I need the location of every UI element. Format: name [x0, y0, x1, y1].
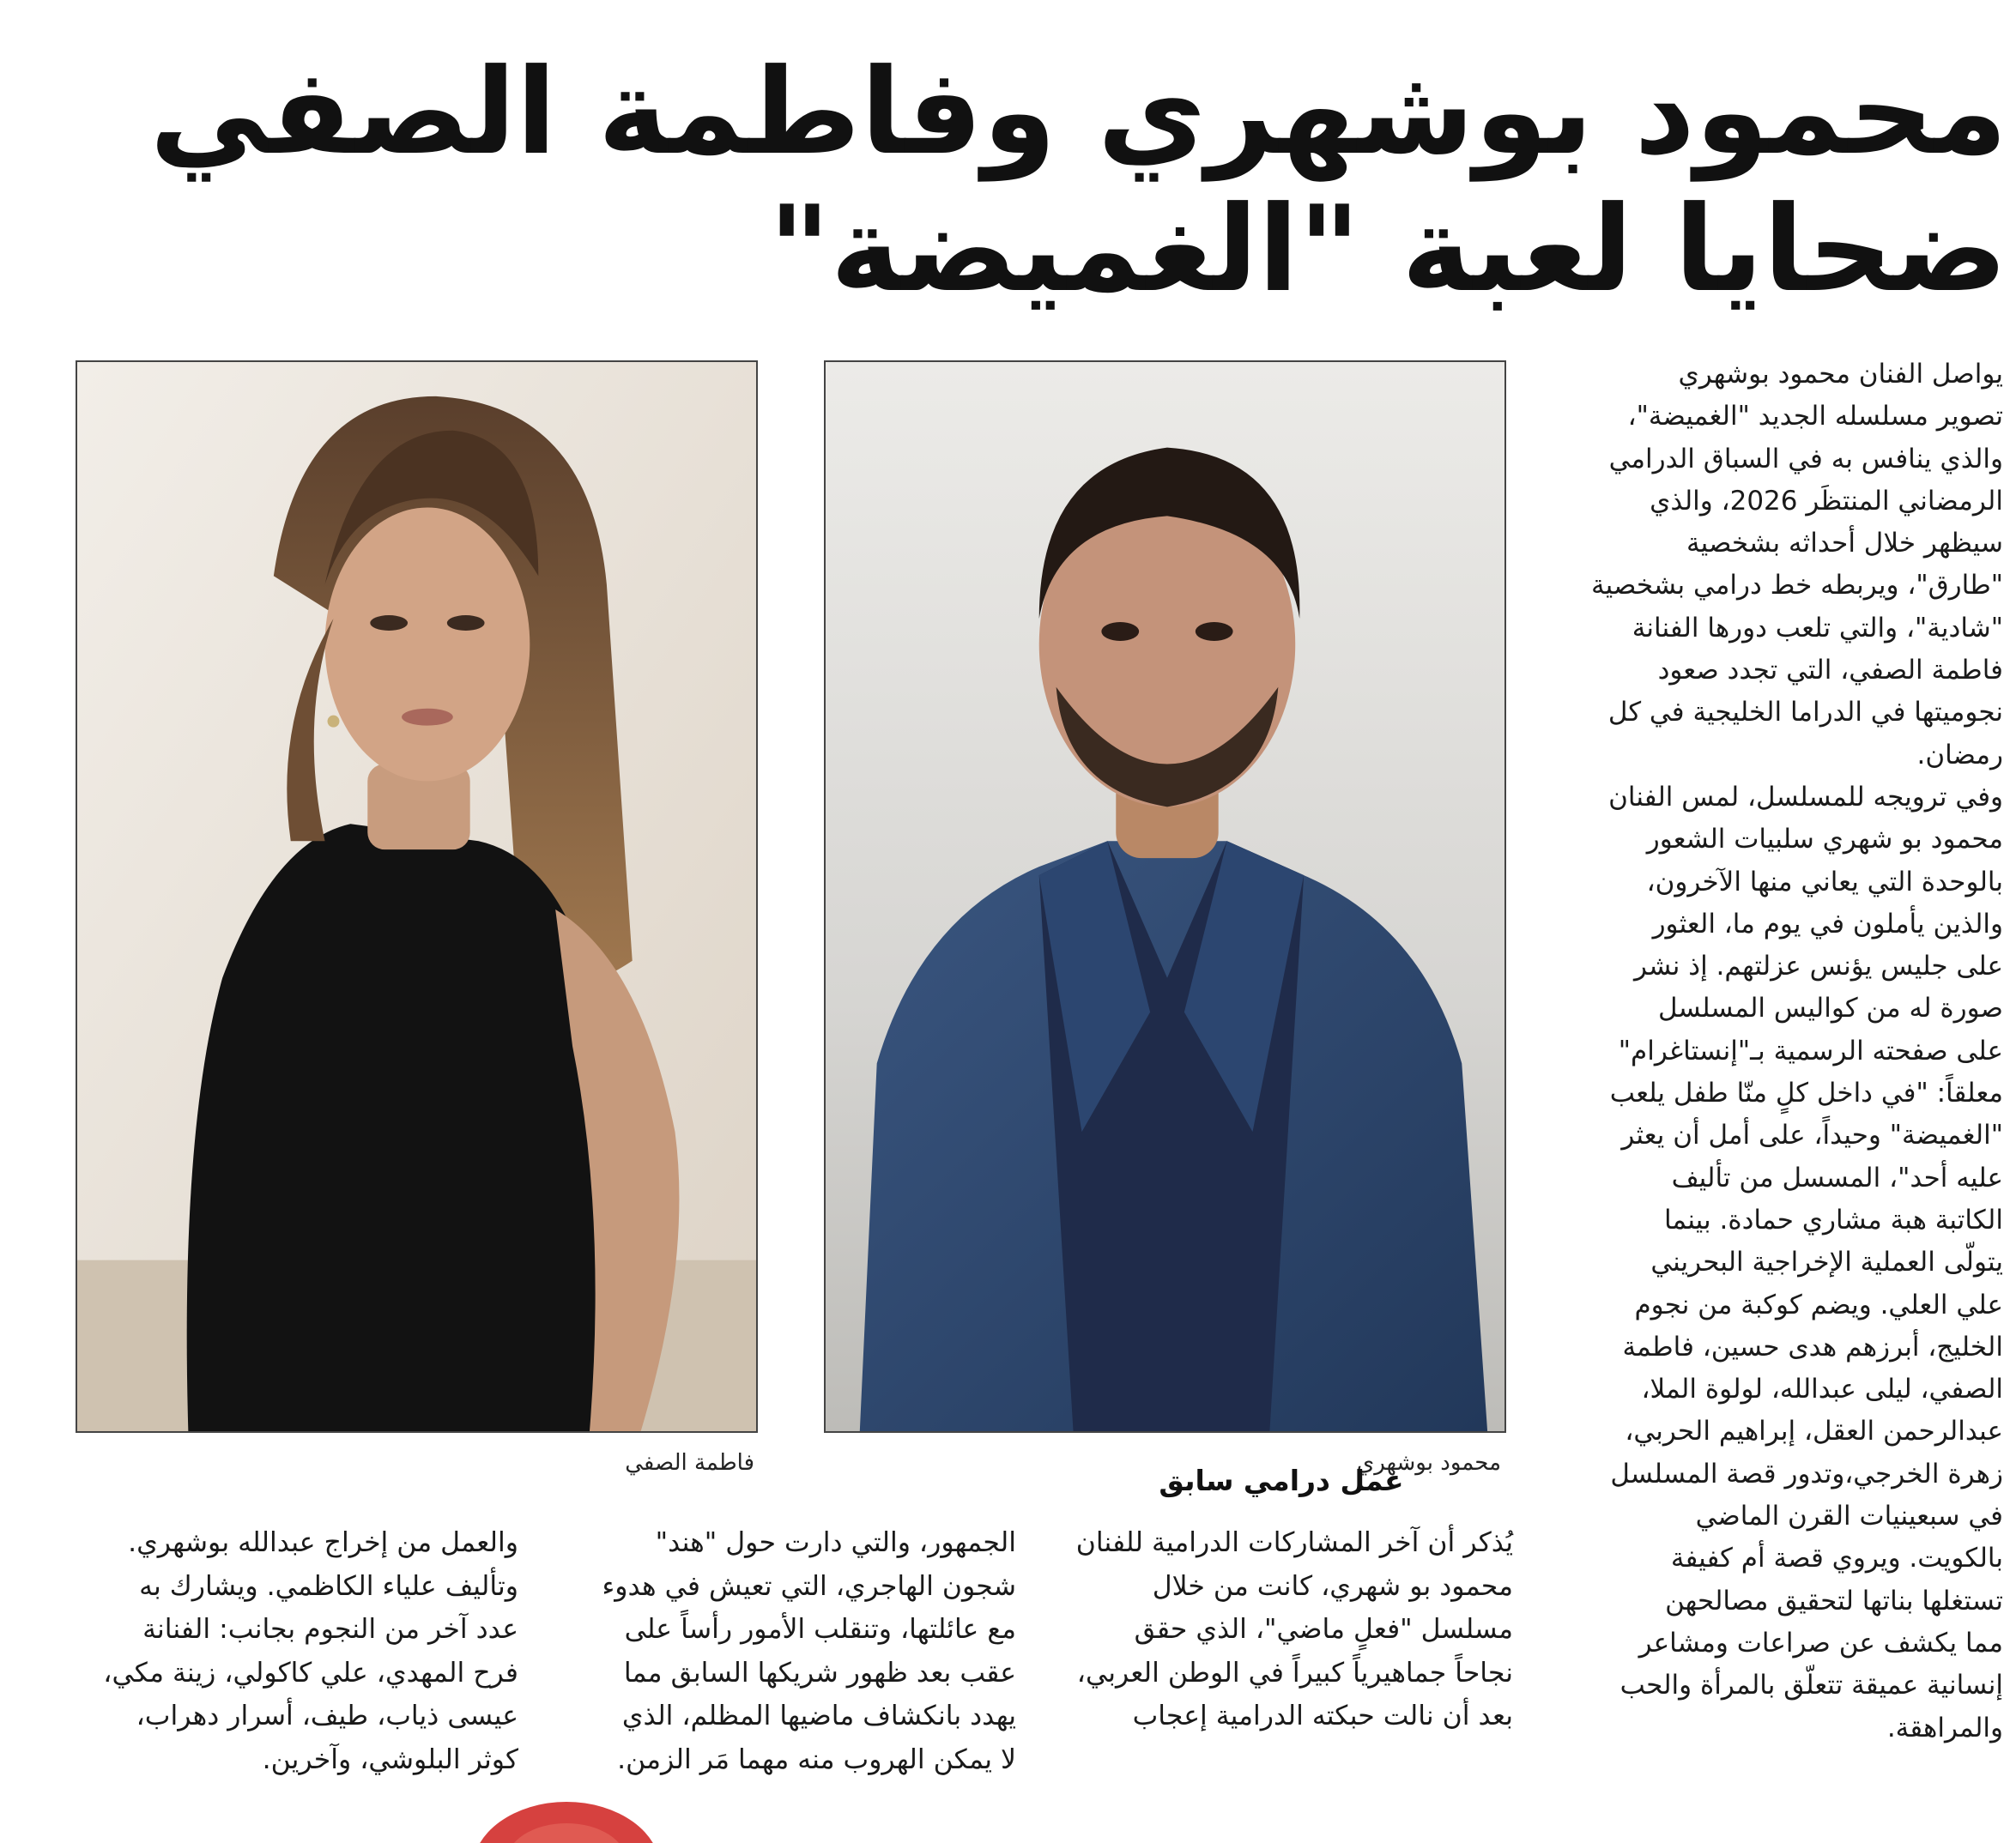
photo-caption-woman: فاطمة الصفي	[625, 1450, 754, 1476]
photo-caption-man: محمود بوشهري	[1356, 1450, 1501, 1476]
headline-line-2: ضحايا لعبة "الغميضة"	[768, 180, 2007, 318]
article-bottom-column-3: والعمل من إخراج عبدالله بوشهري. وتأليف علياء الكاظمي. ويشارك به عدد آخر من النجوم بجانب: الفنانة فرح المهدي، علي كاكولي، زينة مكي، عيسى ذياب، طيف، أسرار دهراب، كوثر البلوشي، وآخرين.	[103, 1527, 518, 1775]
portrait-woman-illustration	[77, 362, 756, 1431]
portrait-man-illustration	[826, 362, 1504, 1431]
headline-line-1: محمود بوشهري وفاطمة الصفي	[149, 43, 2007, 181]
photo-fatima-alsafi	[76, 360, 758, 1433]
section-subheading: عمل درامي سابق	[1159, 1464, 1404, 1497]
article-bottom-column-1: يُذكر أن آخر المشاركات الدرامية للفنان محمود بو شهري، كانت من خلال مسلسل "فعلٍ ماضي"، الذي حقق نجاحاً جماهيرياً كبيراً في الوطن العربي، بعد أن نالت حبكته الدرامية إعجاب	[1075, 1527, 1513, 1731]
next-article-image-fragment	[463, 1793, 669, 1843]
article-bottom-column-2: الجمهور، والتي دارت حول "هند" شجون الهاجري، التي تعيش في هدوء مع عائلتها، وتنقلب الأمور رأساً على عقب بعد ظهور شريكها السابق مما يهدد بانكشاف ماضيها المظلم، الذي لا يمكن الهروب منه مهما مَر الزمن.	[602, 1527, 1016, 1775]
article-main-column: يواصل الفنان محمود بوشهري تصوير مسلسله الجديد "الغميضة"، والذي ينافس به في السباق الدرامي الرمضاني المنتظَر 2026، والذي سيظهر خلال أحداثه بشخصية "طارق"، ويربطه خط درامي بشخصية "شادية"، والتي تلعب دورها الفنانة فاطمة الصفي، التي تجدد صعود نجوميتها في الدراما الخليجية في كل رمضان. وفي ترويجه للمسلسل، لمس الفنان محمود بو شهري سلبيات الشعور بالوحدة التي يعاني منها الآخرون، والذين يأملون في يوم ما، العثور على جليس يؤنس عزلتهم. إذ نشر صورة له من كواليس المسلسل على صفحته الرسمية بـ"إنستاغرام" معلقاً: "في داخل كلٍ منّا طفل يلعب "الغميضة" وحيداً، على أمل أن يعثر عليه أحد"، المسسل من تأليف الكاتبة هبة مشاري حمادة. بينما يتولّى العملية الإخراجية البحريني علي العلي. ويضم كوكبة من نجوم الخليج، أبرزهم هدى حسين، فاطمة الصفي، ليلى عبدالله، لولوة الملا، عبدالرحمن العقل، إبراهيم الحربي، زهرة الخرجي،وتدور قصة المسلسل في سبعينيات القرن الماضي بالكويت. ويروي قصة أم كفيفة تستغلها بناتها لتحقيق مصالحهن مما يكشف عن صراعات ومشاعر إنسانية عميقة تتعلّق بالمرأة والحب والمراهقة.	[1590, 359, 2003, 1743]
photo-mahmoud-boushehri	[824, 360, 1506, 1433]
